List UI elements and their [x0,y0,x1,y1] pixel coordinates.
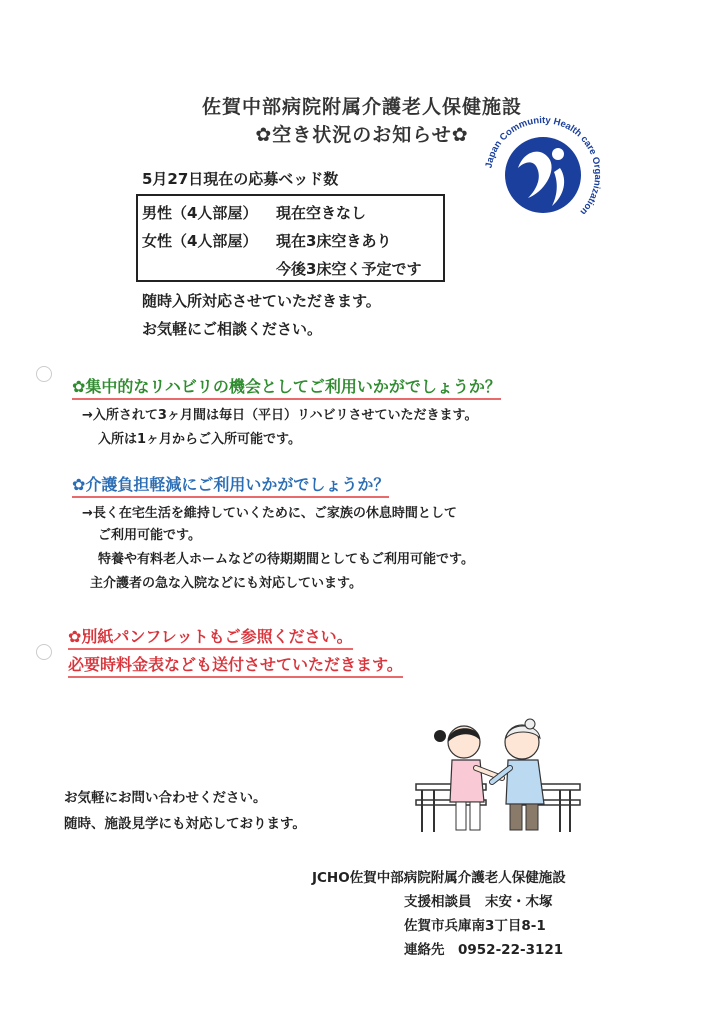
section3-line-2: 必要時料金表なども送付させていただきます。 [68,652,403,675]
female-label: 女性（4人部屋） [142,232,258,250]
section1-underline [72,398,501,400]
note-line-1: 随時入所対応させていただきます。 [142,292,381,310]
note-line-2: お気軽にご相談ください。 [142,320,323,338]
section2-heading: ✿介護負担軽減にご利用いかがでしょうか？ [72,472,389,495]
female-future: 今後3床空く予定です [276,260,422,278]
date-heading: 5月27日現在の応募ベッド数 [142,170,339,188]
punch-hole-top [36,366,52,382]
section1-line-1: →入所されて3ヶ月間は毎日（平日）リハビリさせていただきます。 [82,408,478,423]
section2-line-4: 主介護者の急な入院などにも対応しています。 [90,576,362,591]
inquiry-line-2: 随時、施設見学にも対応しております。 [64,816,306,832]
male-status: 現在空きなし [276,204,367,222]
section3-line-1: ✿別紙パンフレットもご参照ください。 [68,624,353,647]
logo-ring-text: Japan Community Health care Organization [483,114,604,218]
jcho-logo-icon [478,110,608,240]
page-title: 佐賀中部病院附属介護老人保健施設 [201,96,522,118]
section1-line-2: 入所は1ヶ月からご入所可能です。 [98,432,302,447]
section2-underline [72,496,389,498]
page-subtitle: ✿空き状況のお知らせ✿ [255,124,469,146]
caregiver-illustration-icon [410,712,584,836]
facility-name: JCHO佐賀中部病院附属介護老人保健施設 [312,870,566,886]
staff-names: 支援相談員 末安・木塚 [404,894,553,910]
inquiry-line-1: お気軽にお問い合わせください。 [64,790,267,806]
address: 佐賀市兵庫南3丁目8-1 [404,918,546,934]
section2-line-1: →長く在宅生活を維持していくために、ご家族の休息時間として [82,506,457,521]
phone-number: 連絡先 0952-22-3121 [404,942,564,958]
section2-line-3: 特養や有料老人ホームなどの待期期間としてもご利用可能です。 [98,552,474,567]
section2-line-2: ご利用可能です。 [98,528,201,543]
punch-hole-bottom [36,644,52,660]
female-status: 現在3床空きあり [276,232,392,250]
section3-underline-2 [68,676,403,678]
section3-underline-1 [68,648,353,650]
section1-heading: ✿集中的なリハビリの機会としてご利用いかがでしょうか？ [72,374,501,397]
male-label: 男性（4人部屋） [142,204,258,222]
